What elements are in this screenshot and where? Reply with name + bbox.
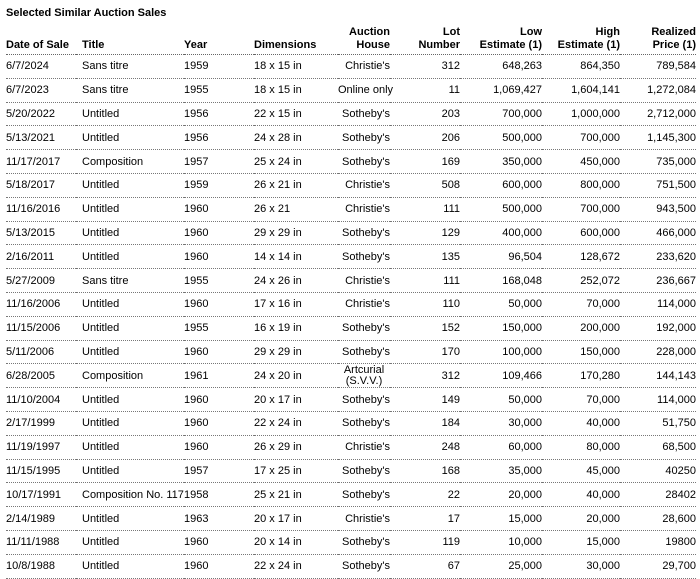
cell-realized-price: 466,000: [620, 221, 696, 245]
header-realized-line2: Price (1): [652, 39, 696, 51]
cell-high-estimate: 1,000,000: [542, 102, 620, 126]
cell-year: 1957: [184, 150, 254, 174]
cell-lot-number: 169: [390, 150, 460, 174]
cell-date: 6/28/2005: [6, 364, 76, 388]
table-row: [6, 364, 696, 388]
cell-year: 1957: [184, 459, 254, 483]
cell-dimensions: 25 x 24 in: [254, 150, 338, 174]
cell-lot-number: 168: [390, 459, 460, 483]
header-low-line1: Low: [520, 26, 542, 38]
cell-realized-price: 114,000: [620, 388, 696, 412]
cell-high-estimate: 150,000: [542, 340, 620, 364]
cell-lot-number: 22: [390, 483, 460, 507]
cell-year: 1960: [184, 388, 254, 412]
table-row: [6, 316, 696, 340]
cell-high-estimate: 200,000: [542, 316, 620, 340]
cell-date: 11/19/1997: [6, 435, 76, 459]
cell-dimensions: 20 x 14 in: [254, 530, 338, 554]
cell-dimensions: 22 x 24 in: [254, 554, 338, 578]
cell-realized-price: 735,000: [620, 150, 696, 174]
cell-low-estimate: 10,000: [460, 530, 542, 554]
header-realized-price: [620, 26, 696, 55]
table-row: [6, 221, 696, 245]
cell-high-estimate: 700,000: [542, 197, 620, 221]
cell-realized-price: 51,750: [620, 411, 696, 435]
cell-year: 1956: [184, 126, 254, 150]
cell-title: Untitled: [76, 245, 184, 269]
table-row: [6, 340, 696, 364]
cell-high-estimate: 170,280: [542, 364, 620, 388]
cell-dimensions: 24 x 26 in: [254, 269, 338, 293]
cell-high-estimate: 70,000: [542, 388, 620, 412]
cell-title: Untitled: [76, 530, 184, 554]
table-row: [6, 483, 696, 507]
cell-year: 1955: [184, 269, 254, 293]
cell-date: 2/16/2011: [6, 245, 76, 269]
cell-title: Untitled: [76, 126, 184, 150]
cell-realized-price: 236,667: [620, 269, 696, 293]
table-row: [6, 55, 696, 79]
cell-auction-house: Christie's: [338, 269, 390, 293]
cell-lot-number: 184: [390, 411, 460, 435]
cell-title: Untitled: [76, 316, 184, 340]
cell-auction-house: Sotheby's: [338, 459, 390, 483]
cell-low-estimate: 30,000: [460, 411, 542, 435]
cell-auction-house: Sotheby's: [338, 102, 390, 126]
cell-date: 5/13/2015: [6, 221, 76, 245]
cell-dimensions: 24 x 20 in: [254, 364, 338, 388]
cell-lot-number: 170: [390, 340, 460, 364]
cell-low-estimate: 96,504: [460, 245, 542, 269]
cell-lot-number: 119: [390, 530, 460, 554]
cell-title: Sans titre: [76, 55, 184, 79]
cell-auction-house: Christie's: [338, 435, 390, 459]
cell-dimensions: 29 x 29 in: [254, 221, 338, 245]
cell-lot-number: 129: [390, 221, 460, 245]
cell-realized-price: 144,143: [620, 364, 696, 388]
cell-auction-house: Sotheby's: [338, 126, 390, 150]
cell-high-estimate: 450,000: [542, 150, 620, 174]
cell-year: 1960: [184, 435, 254, 459]
cell-high-estimate: 864,350: [542, 55, 620, 79]
header-low-line2: Estimate (1): [479, 39, 542, 51]
table-row: [6, 292, 696, 316]
cell-title: Sans titre: [76, 78, 184, 102]
section-title: Selected Similar Auction Sales: [6, 7, 167, 19]
cell-title: Composition: [76, 150, 184, 174]
cell-auction-house: Sotheby's: [338, 411, 390, 435]
cell-lot-number: 149: [390, 388, 460, 412]
cell-high-estimate: 40,000: [542, 483, 620, 507]
cell-low-estimate: 648,263: [460, 55, 542, 79]
header-lot-line1: Lot: [442, 26, 460, 38]
header-date: Date of Sale: [6, 26, 76, 55]
cell-auction-house: Sotheby's: [338, 150, 390, 174]
cell-realized-price: 233,620: [620, 245, 696, 269]
cell-high-estimate: 40,000: [542, 411, 620, 435]
cell-low-estimate: 15,000: [460, 507, 542, 531]
cell-auction-house: Christie's: [338, 292, 390, 316]
cell-dimensions: 26 x 29 in: [254, 435, 338, 459]
cell-year: 1960: [184, 221, 254, 245]
header-auction-house-line2: House: [356, 39, 390, 51]
table-row: [6, 507, 696, 531]
cell-dimensions: 29 x 29 in: [254, 340, 338, 364]
cell-dimensions: 17 x 16 in: [254, 292, 338, 316]
table-row: [6, 269, 696, 293]
table-row: [6, 78, 696, 102]
cell-low-estimate: 600,000: [460, 173, 542, 197]
cell-year: 1960: [184, 530, 254, 554]
cell-high-estimate: 30,000: [542, 554, 620, 578]
cell-dimensions: 24 x 28 in: [254, 126, 338, 150]
cell-lot-number: 508: [390, 173, 460, 197]
header-lot-number: [390, 26, 460, 55]
cell-date: 11/17/2017: [6, 150, 76, 174]
cell-auction-house: Artcurial (S.V.V.): [338, 364, 390, 388]
cell-dimensions: 25 x 21 in: [254, 483, 338, 507]
cell-realized-price: 943,500: [620, 197, 696, 221]
cell-realized-price: 68,500: [620, 435, 696, 459]
cell-realized-price: 28402: [620, 483, 696, 507]
cell-year: 1959: [184, 173, 254, 197]
table-row: [6, 197, 696, 221]
cell-title: Untitled: [76, 197, 184, 221]
cell-auction-house: Sotheby's: [338, 316, 390, 340]
cell-realized-price: 228,000: [620, 340, 696, 364]
cell-title: Untitled: [76, 173, 184, 197]
cell-lot-number: 11: [390, 78, 460, 102]
cell-date: 10/8/1988: [6, 554, 76, 578]
cell-auction-house: Sotheby's: [338, 554, 390, 578]
cell-high-estimate: 700,000: [542, 126, 620, 150]
cell-title: Untitled: [76, 340, 184, 364]
cell-year: 1955: [184, 78, 254, 102]
cell-realized-price: 28,600: [620, 507, 696, 531]
cell-high-estimate: 80,000: [542, 435, 620, 459]
cell-date: 11/10/2004: [6, 388, 76, 412]
cell-year: 1956: [184, 102, 254, 126]
cell-lot-number: 206: [390, 126, 460, 150]
table-body: [6, 55, 696, 579]
cell-lot-number: 111: [390, 269, 460, 293]
cell-realized-price: 114,000: [620, 292, 696, 316]
cell-year: 1958: [184, 483, 254, 507]
cell-low-estimate: 150,000: [460, 316, 542, 340]
cell-title: Untitled: [76, 102, 184, 126]
cell-auction-house: Sotheby's: [338, 245, 390, 269]
cell-title: Composition No. 117: [76, 483, 184, 507]
cell-date: 11/15/1995: [6, 459, 76, 483]
header-auction-house-line1: Auction: [349, 26, 390, 38]
cell-low-estimate: 700,000: [460, 102, 542, 126]
cell-lot-number: 110: [390, 292, 460, 316]
header-lot-line2: Number: [418, 39, 460, 51]
cell-auction-house: Sotheby's: [338, 340, 390, 364]
cell-date: 11/16/2006: [6, 292, 76, 316]
table-header-row: [6, 26, 696, 55]
cell-dimensions: 22 x 15 in: [254, 102, 338, 126]
cell-realized-price: 1,272,084: [620, 78, 696, 102]
cell-lot-number: 152: [390, 316, 460, 340]
cell-auction-house: Christie's: [338, 197, 390, 221]
table-row: [6, 554, 696, 578]
cell-realized-price: 751,500: [620, 173, 696, 197]
auction-sales-table: [6, 26, 696, 579]
cell-low-estimate: 50,000: [460, 388, 542, 412]
cell-high-estimate: 252,072: [542, 269, 620, 293]
cell-title: Untitled: [76, 435, 184, 459]
cell-date: 10/17/1991: [6, 483, 76, 507]
cell-lot-number: 312: [390, 364, 460, 388]
cell-realized-price: 19800: [620, 530, 696, 554]
cell-dimensions: 20 x 17 in: [254, 388, 338, 412]
cell-year: 1960: [184, 411, 254, 435]
cell-high-estimate: 800,000: [542, 173, 620, 197]
header-title: Title: [76, 26, 184, 55]
cell-auction-house: Christie's: [338, 55, 390, 79]
cell-dimensions: 26 x 21: [254, 197, 338, 221]
table-row: [6, 150, 696, 174]
table-row: [6, 435, 696, 459]
cell-date: 2/17/1999: [6, 411, 76, 435]
cell-low-estimate: 50,000: [460, 292, 542, 316]
cell-title: Untitled: [76, 388, 184, 412]
cell-high-estimate: 70,000: [542, 292, 620, 316]
cell-dimensions: 16 x 19 in: [254, 316, 338, 340]
cell-title: Sans titre: [76, 269, 184, 293]
cell-realized-price: 789,584: [620, 55, 696, 79]
cell-low-estimate: 400,000: [460, 221, 542, 245]
table-row: [6, 102, 696, 126]
header-high-estimate: [542, 26, 620, 55]
cell-year: 1961: [184, 364, 254, 388]
cell-date: 5/11/2006: [6, 340, 76, 364]
cell-low-estimate: 350,000: [460, 150, 542, 174]
header-high-line1: High: [595, 26, 620, 38]
cell-lot-number: 248: [390, 435, 460, 459]
cell-auction-house: Sotheby's: [338, 483, 390, 507]
cell-year: 1959: [184, 55, 254, 79]
cell-date: 2/14/1989: [6, 507, 76, 531]
cell-low-estimate: 500,000: [460, 197, 542, 221]
cell-date: 11/16/2016: [6, 197, 76, 221]
cell-dimensions: 26 x 21 in: [254, 173, 338, 197]
cell-high-estimate: 128,672: [542, 245, 620, 269]
cell-low-estimate: 500,000: [460, 126, 542, 150]
cell-realized-price: 40250: [620, 459, 696, 483]
cell-auction-house: Sotheby's: [338, 530, 390, 554]
cell-low-estimate: 25,000: [460, 554, 542, 578]
cell-dimensions: 18 x 15 in: [254, 78, 338, 102]
cell-year: 1960: [184, 245, 254, 269]
cell-lot-number: 17: [390, 507, 460, 531]
cell-date: 5/20/2022: [6, 102, 76, 126]
cell-year: 1955: [184, 316, 254, 340]
cell-dimensions: 18 x 15 in: [254, 55, 338, 79]
cell-year: 1960: [184, 340, 254, 364]
cell-low-estimate: 109,466: [460, 364, 542, 388]
table-row: [6, 459, 696, 483]
cell-date: 11/11/1988: [6, 530, 76, 554]
header-auction-house: [338, 26, 390, 55]
cell-date: 5/27/2009: [6, 269, 76, 293]
cell-year: 1960: [184, 292, 254, 316]
cell-auction-house: Sotheby's: [338, 221, 390, 245]
cell-dimensions: 17 x 25 in: [254, 459, 338, 483]
table-row: [6, 411, 696, 435]
cell-high-estimate: 45,000: [542, 459, 620, 483]
cell-auction-house: Christie's: [338, 507, 390, 531]
table-row: [6, 388, 696, 412]
cell-title: Composition: [76, 364, 184, 388]
cell-year: 1963: [184, 507, 254, 531]
cell-date: 5/18/2017: [6, 173, 76, 197]
cell-date: 6/7/2023: [6, 78, 76, 102]
cell-auction-house: Christie's: [338, 173, 390, 197]
cell-lot-number: 67: [390, 554, 460, 578]
cell-realized-price: 192,000: [620, 316, 696, 340]
cell-high-estimate: 20,000: [542, 507, 620, 531]
cell-auction-house: Online only: [338, 78, 390, 102]
cell-dimensions: 14 x 14 in: [254, 245, 338, 269]
cell-low-estimate: 100,000: [460, 340, 542, 364]
cell-auction-house: Sotheby's: [338, 388, 390, 412]
cell-dimensions: 22 x 24 in: [254, 411, 338, 435]
cell-title: Untitled: [76, 292, 184, 316]
cell-low-estimate: 1,069,427: [460, 78, 542, 102]
cell-title: Untitled: [76, 411, 184, 435]
cell-high-estimate: 600,000: [542, 221, 620, 245]
cell-low-estimate: 60,000: [460, 435, 542, 459]
table-row: [6, 530, 696, 554]
header-dimensions: Dimensions: [254, 26, 338, 55]
cell-high-estimate: 1,604,141: [542, 78, 620, 102]
cell-date: 6/7/2024: [6, 55, 76, 79]
cell-title: Untitled: [76, 221, 184, 245]
cell-title: Untitled: [76, 507, 184, 531]
cell-realized-price: 1,145,300: [620, 126, 696, 150]
cell-year: 1960: [184, 554, 254, 578]
table-row: [6, 245, 696, 269]
cell-year: 1960: [184, 197, 254, 221]
table-row: [6, 126, 696, 150]
cell-date: 11/15/2006: [6, 316, 76, 340]
cell-title: Untitled: [76, 554, 184, 578]
cell-lot-number: 203: [390, 102, 460, 126]
cell-realized-price: 29,700: [620, 554, 696, 578]
cell-lot-number: 111: [390, 197, 460, 221]
cell-lot-number: 312: [390, 55, 460, 79]
cell-high-estimate: 15,000: [542, 530, 620, 554]
header-high-line2: Estimate (1): [557, 39, 620, 51]
cell-title: Untitled: [76, 459, 184, 483]
cell-realized-price: 2,712,000: [620, 102, 696, 126]
cell-low-estimate: 35,000: [460, 459, 542, 483]
cell-dimensions: 20 x 17 in: [254, 507, 338, 531]
cell-lot-number: 135: [390, 245, 460, 269]
cell-date: 5/13/2021: [6, 126, 76, 150]
cell-low-estimate: 168,048: [460, 269, 542, 293]
header-year: Year: [184, 26, 254, 55]
header-low-estimate: [460, 26, 542, 55]
table-row: [6, 173, 696, 197]
header-realized-line1: Realized: [651, 26, 696, 38]
cell-low-estimate: 20,000: [460, 483, 542, 507]
